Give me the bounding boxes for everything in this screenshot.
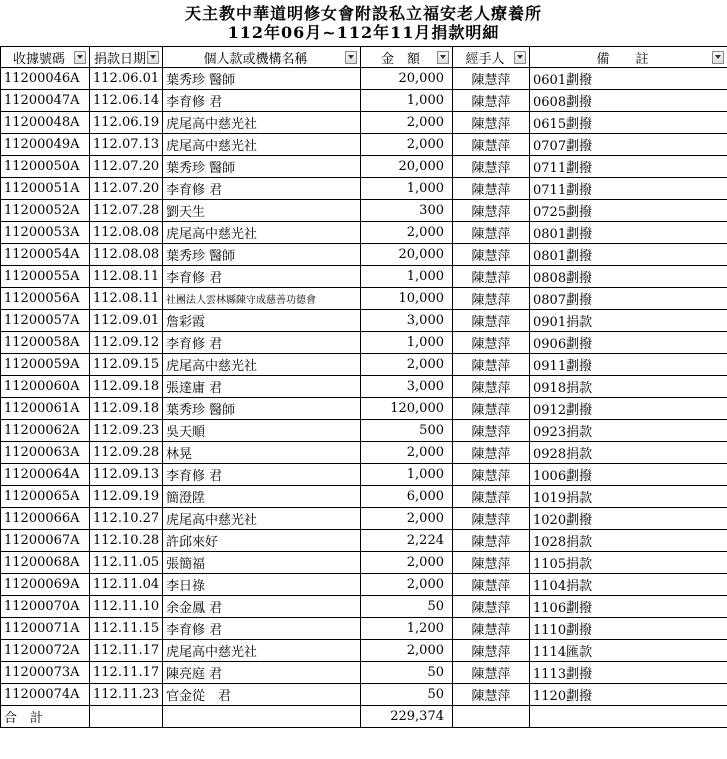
table-row (1, 310, 727, 332)
empty-cell (90, 706, 163, 728)
receipt-no-cell: 11200060A (1, 376, 90, 398)
receipt-no-cell: 11200051A (1, 178, 90, 200)
remarks-cell: 0725劃撥 (530, 200, 727, 222)
amount-cell: 20,000 (361, 156, 453, 178)
table-row (1, 486, 727, 508)
receipt-no-cell: 11200072A (1, 640, 90, 662)
handler-cell: 陳慧萍 (453, 222, 530, 244)
handler-cell: 陳慧萍 (453, 68, 530, 90)
donor-cell: 虎尾高中慈光社 (163, 640, 361, 662)
total-amount: 229,374 (361, 706, 453, 728)
table-row (1, 156, 727, 178)
receipt-no-cell: 11200069A (1, 574, 90, 596)
remarks-cell: 1106劃撥 (530, 596, 727, 618)
remarks-cell: 1105捐款 (530, 552, 727, 574)
remarks-cell: 0615劃撥 (530, 112, 727, 134)
receipt-no-cell: 11200058A (1, 332, 90, 354)
header-amount: 金 額 (361, 47, 453, 68)
donor-cell: 葉秀珍 醫師 (163, 68, 361, 90)
remarks-cell: 0808劃撥 (530, 266, 727, 288)
receipt-no-cell: 11200056A (1, 288, 90, 310)
filter-dropdown-icon[interactable] (345, 51, 357, 64)
total-label: 合 計 (1, 706, 90, 728)
donor-cell: 李育修 君 (163, 266, 361, 288)
handler-cell: 陳慧萍 (453, 574, 530, 596)
handler-cell: 陳慧萍 (453, 112, 530, 134)
receipt-no-cell: 11200062A (1, 420, 90, 442)
date-cell: 112.06.14 (90, 90, 163, 112)
receipt-no-cell: 11200066A (1, 508, 90, 530)
remarks-cell: 0901捐款 (530, 310, 727, 332)
receipt-no-cell: 11200070A (1, 596, 90, 618)
receipt-no-cell: 11200047A (1, 90, 90, 112)
donor-cell: 社團法人雲林縣陳守成慈善功德會 (163, 288, 361, 310)
amount-cell: 1,000 (361, 464, 453, 486)
handler-cell: 陳慧萍 (453, 618, 530, 640)
amount-cell: 2,000 (361, 354, 453, 376)
amount-cell: 1,000 (361, 266, 453, 288)
donor-cell: 李育修 君 (163, 178, 361, 200)
handler-cell: 陳慧萍 (453, 376, 530, 398)
handler-cell: 陳慧萍 (453, 354, 530, 376)
receipt-no-cell: 11200050A (1, 156, 90, 178)
table-row (1, 552, 727, 574)
total-row (1, 706, 727, 728)
handler-cell: 陳慧萍 (453, 508, 530, 530)
date-cell: 112.09.19 (90, 486, 163, 508)
amount-cell: 2,224 (361, 530, 453, 552)
filter-dropdown-icon[interactable] (74, 51, 86, 64)
receipt-no-cell: 11200046A (1, 68, 90, 90)
header-remarks: 備 註 (530, 47, 727, 68)
filter-dropdown-icon[interactable] (437, 51, 449, 64)
table-row (1, 354, 727, 376)
handler-cell: 陳慧萍 (453, 178, 530, 200)
handler-cell: 陳慧萍 (453, 398, 530, 420)
donation-table (0, 46, 727, 728)
handler-cell: 陳慧萍 (453, 530, 530, 552)
receipt-no-cell: 11200061A (1, 398, 90, 420)
table-row (1, 134, 727, 156)
table-row (1, 112, 727, 134)
handler-cell: 陳慧萍 (453, 332, 530, 354)
amount-cell: 1,000 (361, 332, 453, 354)
amount-cell: 10,000 (361, 288, 453, 310)
date-cell: 112.07.28 (90, 200, 163, 222)
header-donor-name: 個人款或機構名稱 (163, 47, 361, 68)
table-row (1, 574, 727, 596)
amount-cell: 50 (361, 596, 453, 618)
table-row (1, 530, 727, 552)
remarks-cell: 1104捐款 (530, 574, 727, 596)
table-row (1, 398, 727, 420)
document-subtitle: 112年06月~112年11月捐款明細 (227, 23, 500, 42)
table-row (1, 618, 727, 640)
date-cell: 112.10.28 (90, 530, 163, 552)
receipt-no-cell: 11200065A (1, 486, 90, 508)
handler-cell: 陳慧萍 (453, 200, 530, 222)
date-cell: 112.09.12 (90, 332, 163, 354)
table-row (1, 596, 727, 618)
remarks-cell: 1114匯款 (530, 640, 727, 662)
receipt-no-cell: 11200049A (1, 134, 90, 156)
donor-cell: 虎尾高中慈光社 (163, 354, 361, 376)
receipt-no-cell: 11200057A (1, 310, 90, 332)
amount-cell: 500 (361, 420, 453, 442)
date-cell: 112.11.23 (90, 684, 163, 706)
donor-cell: 李育修 君 (163, 90, 361, 112)
donor-cell: 李日祿 (163, 574, 361, 596)
donor-cell: 許邱來好 (163, 530, 361, 552)
donor-cell: 張達庸 君 (163, 376, 361, 398)
donor-cell: 陳亮庭 君 (163, 662, 361, 684)
date-cell: 112.08.11 (90, 288, 163, 310)
remarks-cell: 0801劃撥 (530, 222, 727, 244)
remarks-cell: 0928捐款 (530, 442, 727, 464)
table-row (1, 464, 727, 486)
date-cell: 112.08.11 (90, 266, 163, 288)
receipt-no-cell: 11200052A (1, 200, 90, 222)
date-cell: 112.11.10 (90, 596, 163, 618)
remarks-cell: 1019捐款 (530, 486, 727, 508)
amount-cell: 2,000 (361, 552, 453, 574)
remarks-cell: 1020劃撥 (530, 508, 727, 530)
date-cell: 112.08.08 (90, 222, 163, 244)
amount-cell: 3,000 (361, 310, 453, 332)
remarks-cell: 1120劃撥 (530, 684, 727, 706)
table-row (1, 288, 727, 310)
donor-cell: 官金從 君 (163, 684, 361, 706)
handler-cell: 陳慧萍 (453, 464, 530, 486)
receipt-no-cell: 11200053A (1, 222, 90, 244)
donor-cell: 葉秀珍 醫師 (163, 398, 361, 420)
handler-cell: 陳慧萍 (453, 662, 530, 684)
amount-cell: 2,000 (361, 134, 453, 156)
receipt-no-cell: 11200071A (1, 618, 90, 640)
table-row (1, 244, 727, 266)
table-row (1, 508, 727, 530)
filter-dropdown-icon[interactable] (514, 51, 526, 64)
donor-cell: 葉秀珍 醫師 (163, 156, 361, 178)
date-cell: 112.11.04 (90, 574, 163, 596)
donor-cell: 吳天順 (163, 420, 361, 442)
amount-cell: 20,000 (361, 68, 453, 90)
header-row (1, 47, 727, 68)
remarks-cell: 0912劃撥 (530, 398, 727, 420)
donor-cell: 簡澄陞 (163, 486, 361, 508)
filter-dropdown-icon[interactable] (712, 51, 724, 64)
handler-cell: 陳慧萍 (453, 596, 530, 618)
donor-cell: 李育修 君 (163, 332, 361, 354)
handler-cell: 陳慧萍 (453, 640, 530, 662)
date-cell: 112.09.01 (90, 310, 163, 332)
handler-cell: 陳慧萍 (453, 134, 530, 156)
amount-cell: 1,200 (361, 618, 453, 640)
date-cell: 112.09.28 (90, 442, 163, 464)
table-row (1, 266, 727, 288)
empty-cell (530, 706, 727, 728)
header-handler: 經手人 (453, 47, 530, 68)
date-cell: 112.11.17 (90, 640, 163, 662)
handler-cell: 陳慧萍 (453, 156, 530, 178)
remarks-cell: 0906劃撥 (530, 332, 727, 354)
amount-cell: 6,000 (361, 486, 453, 508)
remarks-cell: 0911劃撥 (530, 354, 727, 376)
amount-cell: 2,000 (361, 442, 453, 464)
remarks-cell: 1113劃撥 (530, 662, 727, 684)
remarks-cell: 1028捐款 (530, 530, 727, 552)
date-cell: 112.07.13 (90, 134, 163, 156)
header-receipt-no: 收據號碼 (1, 47, 90, 68)
table-row (1, 90, 727, 112)
handler-cell: 陳慧萍 (453, 684, 530, 706)
remarks-cell: 1110劃撥 (530, 618, 727, 640)
handler-cell: 陳慧萍 (453, 266, 530, 288)
receipt-no-cell: 11200068A (1, 552, 90, 574)
table-row (1, 200, 727, 222)
amount-cell: 3,000 (361, 376, 453, 398)
table-row (1, 332, 727, 354)
amount-cell: 120,000 (361, 398, 453, 420)
donor-cell: 虎尾高中慈光社 (163, 112, 361, 134)
amount-cell: 1,000 (361, 90, 453, 112)
filter-dropdown-icon[interactable] (147, 51, 159, 64)
date-cell: 112.11.17 (90, 662, 163, 684)
date-cell: 112.06.01 (90, 68, 163, 90)
date-cell: 112.09.23 (90, 420, 163, 442)
date-cell: 112.10.27 (90, 508, 163, 530)
remarks-cell: 0711劃撥 (530, 178, 727, 200)
remarks-cell: 0601劃撥 (530, 68, 727, 90)
donor-cell: 李育修 君 (163, 618, 361, 640)
amount-cell: 1,000 (361, 178, 453, 200)
receipt-no-cell: 11200048A (1, 112, 90, 134)
remarks-cell: 0801劃撥 (530, 244, 727, 266)
receipt-no-cell: 11200064A (1, 464, 90, 486)
donor-cell: 李育修 君 (163, 464, 361, 486)
remarks-cell: 0711劃撥 (530, 156, 727, 178)
header-date: 捐款日期 (90, 47, 163, 68)
table-row (1, 420, 727, 442)
table-row (1, 68, 727, 90)
amount-cell: 2,000 (361, 640, 453, 662)
remarks-cell: 0608劃撥 (530, 90, 727, 112)
table-row (1, 662, 727, 684)
donor-cell: 虎尾高中慈光社 (163, 134, 361, 156)
handler-cell: 陳慧萍 (453, 244, 530, 266)
table-row (1, 222, 727, 244)
receipt-no-cell: 11200073A (1, 662, 90, 684)
date-cell: 112.09.15 (90, 354, 163, 376)
amount-cell: 20,000 (361, 244, 453, 266)
date-cell: 112.06.19 (90, 112, 163, 134)
date-cell: 112.11.05 (90, 552, 163, 574)
donor-cell: 余金鳳 君 (163, 596, 361, 618)
remarks-cell: 0923捐款 (530, 420, 727, 442)
receipt-no-cell: 11200067A (1, 530, 90, 552)
amount-cell: 50 (361, 662, 453, 684)
handler-cell: 陳慧萍 (453, 90, 530, 112)
date-cell: 112.11.15 (90, 618, 163, 640)
donor-cell: 劉天生 (163, 200, 361, 222)
handler-cell: 陳慧萍 (453, 442, 530, 464)
receipt-no-cell: 11200063A (1, 442, 90, 464)
handler-cell: 陳慧萍 (453, 420, 530, 442)
donor-cell: 張簡福 (163, 552, 361, 574)
amount-cell: 300 (361, 200, 453, 222)
empty-cell (163, 706, 361, 728)
remarks-cell: 0918捐款 (530, 376, 727, 398)
amount-cell: 50 (361, 684, 453, 706)
amount-cell: 2,000 (361, 508, 453, 530)
date-cell: 112.09.18 (90, 376, 163, 398)
amount-cell: 2,000 (361, 574, 453, 596)
receipt-no-cell: 11200074A (1, 684, 90, 706)
date-cell: 112.07.20 (90, 156, 163, 178)
date-cell: 112.09.13 (90, 464, 163, 486)
date-cell: 112.09.18 (90, 398, 163, 420)
document-title: 天主教中華道明修女會附設私立福安老人療養所 (184, 4, 542, 23)
table-row (1, 640, 727, 662)
donor-cell: 詹彩霞 (163, 310, 361, 332)
table-row (1, 442, 727, 464)
table-row (1, 684, 727, 706)
handler-cell: 陳慧萍 (453, 552, 530, 574)
remarks-cell: 0707劃撥 (530, 134, 727, 156)
date-cell: 112.08.08 (90, 244, 163, 266)
handler-cell: 陳慧萍 (453, 288, 530, 310)
receipt-no-cell: 11200059A (1, 354, 90, 376)
table-row (1, 376, 727, 398)
donor-cell: 林晃 (163, 442, 361, 464)
receipt-no-cell: 11200055A (1, 266, 90, 288)
empty-cell (453, 706, 530, 728)
amount-cell: 2,000 (361, 112, 453, 134)
remarks-cell: 1006劃撥 (530, 464, 727, 486)
date-cell: 112.07.20 (90, 178, 163, 200)
table-row (1, 178, 727, 200)
handler-cell: 陳慧萍 (453, 486, 530, 508)
donor-cell: 虎尾高中慈光社 (163, 222, 361, 244)
receipt-no-cell: 11200054A (1, 244, 90, 266)
donor-cell: 虎尾高中慈光社 (163, 508, 361, 530)
donor-cell: 葉秀珍 醫師 (163, 244, 361, 266)
remarks-cell: 0807劃撥 (530, 288, 727, 310)
amount-cell: 2,000 (361, 222, 453, 244)
handler-cell: 陳慧萍 (453, 310, 530, 332)
